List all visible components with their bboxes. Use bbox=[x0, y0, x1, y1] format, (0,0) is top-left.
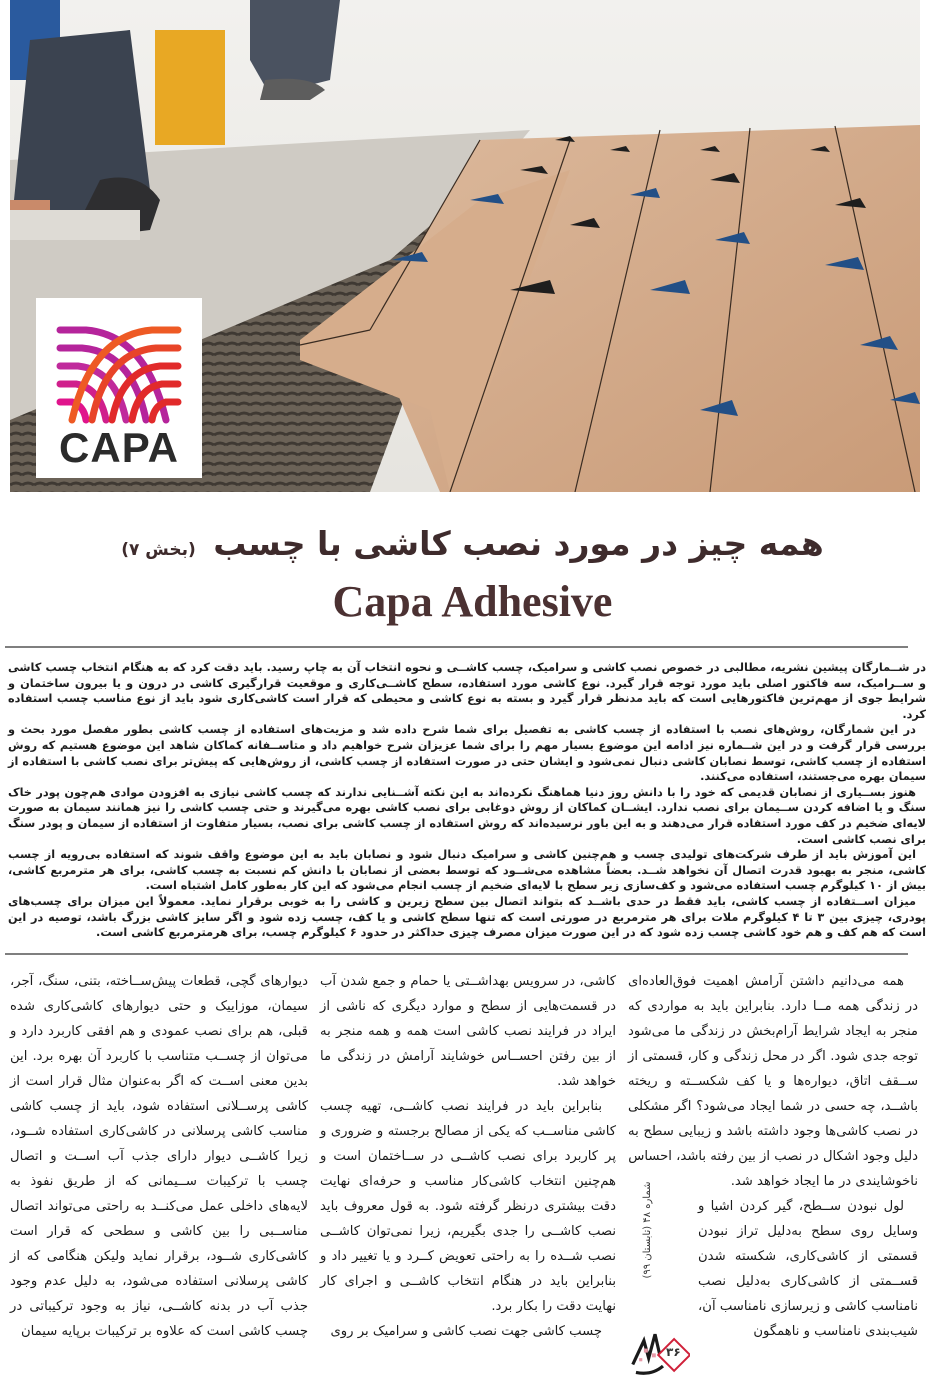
hero-section bbox=[0, 0, 945, 492]
body-paragraph: لول نبودن ســطح، گیر کردن اشیا و وسایل روی سطح به‌دلیل تراز نبودن قسمتی از کاشی‌کاری، شکسته شدن قســمتی از کاشی‌کاری به‌دلیل نصب نامناسب کاشی و زیرسازی نامناسب آن، شیب‌بندی نامناسب و ناهمگون bbox=[698, 1198, 918, 1339]
article-part-label: (بخش ۷) bbox=[121, 540, 196, 560]
column-left bbox=[10, 969, 308, 1344]
body-paragraph: چسب کاشی جهت نصب کاشی و سرامیک بر روی bbox=[330, 1323, 602, 1339]
body-paragraph-tail: ناخوشایندی در ما ایجاد خواهد شد. bbox=[730, 1173, 918, 1189]
issue-label: شماره ۴۸ (تابستان ۹۹) bbox=[642, 1181, 653, 1279]
article-subtitle-english: Capa Adhesive bbox=[332, 577, 613, 626]
column-right bbox=[628, 969, 918, 1389]
issue-gutter bbox=[628, 1169, 690, 1389]
lead-paragraph: در شــمارگان پیشین نشریه، مطالبی در خصوص نصب کاشی و سرامیک، چسب کاشــی و نحوه انتخاب آن به چاپ رسید. باید دقت کرد که به هنگام انتخاب چسب کاشی و ســرامیک، سه فاکتور اصلی باید مورد توجه قرار گیرد. نوع کاشی مورد استفاده، سطح کاشــی‌کاری و موقعیت قرارگیری کاشی در درون و یا بیرون ساختمان و شرایط جوی از مهم‌ترین فاکتورهایی است که باید مدنظر قرار گیرد و بسته به نوع کاشی و محیطی که قرار است کاشی‌کاری شود باید از نوع مناسب چسب استفاده کرد. bbox=[8, 661, 926, 721]
issue-info bbox=[638, 1169, 658, 1299]
page-number: ۳۶ bbox=[666, 1344, 681, 1359]
top-divider bbox=[5, 646, 908, 648]
body-paragraph: بنابراین باید در فرایند نصب کاشــی، تهیه چسب کاشی مناســب که یکی از مصالح برجسته و ضروری و پر کاربرد برای نصب کاشــی در ســاختمان است و هم‌چنین انتخاب کاشی‌کار مناسب و حرفه‌ای نهایت دقت بیشتری درنظر گرفته شود. به قول معروف باید نصب کاشــی را جدی بگیریم، زیرا نمی‌توان کاشــی نصب شــده را به راحتی تعویض کــرد و یا تغییر داد و بنابراین باید در هنگام انتخاب کاشــی و اجرای کار نهایت دقت را بکار برد. bbox=[320, 1098, 616, 1314]
body-columns bbox=[10, 969, 918, 1389]
capa-logo bbox=[36, 298, 202, 478]
lead-paragraph: میزان اســتفاده از چسب کاشی، باید فقط در حدی باشــد که بتواند اتصال بین سطح زیرین و کاشی را به خوبی برقرار نماید. معمولاً این میزان برای چسب‌های پودری، چیزی بین ۳ تا ۴ کیلوگرم ملات برای هر مترمربع در صورتی است که تنها سطح کاشی و یا کف، چسب زده شود و اگر سایز کاشی بزرگ باشد، توصیه در این است که هم کف و هم خود کاشی چسب زده شود که در این صورت میزان مصرف چیزی حداکثر در حدود ۶ کیلوگرم چسب، برای هرمترمربع کاشی است. bbox=[8, 894, 926, 940]
lead-section bbox=[8, 660, 926, 941]
capa-arches-icon bbox=[46, 310, 192, 425]
lead-paragraph: این آموزش باید از طرف شرکت‌های تولیدی چسب و هم‌چنین کاشی و سرامیک دنبال شود و نصابان باید به این موضوع واقف شوند که استفاده بی‌رویه از چسب کاشی، منجر به بهبود قدرت اتصال آن نخواهد شــد. بعضاً مشاهده می‌شــود که توسط بعضی از نصابان با دانش کم نسبت به چسب کاشی، برای هر مترمربع کاشی، بیش از ۱۰ کیلوگرم چسب استفاده می‌شود و کف‌سازی زیر سطح با لایه‌ای ضخیم از چسب انجام می‌شود که این کار به‌طور کامل اشتباه است. bbox=[8, 848, 926, 893]
body-paragraph: کاشی، در سرویس بهداشــتی یا حمام و جمع شدن آب در قسمت‌هایی از سطح و موارد دیگری که ناشی از ایراد در فرایند نصب کاشی است همه و همه منجر به از بین رفتن احســاس خوشایند آرامش در زندگی ما خواهد شد. bbox=[320, 973, 616, 1089]
article-title-text: همه چیز در مورد نصب کاشی با چسب bbox=[213, 524, 824, 563]
lead-paragraph: هنوز بســیاری از نصابان قدیمی که خود را با دانش روز دنیا هماهنگ نکرده‌اند به این نکته آشــنایی ندارند که چسب کاشی نیازی به افزودن موادی هم‌چون پودر خاک سنگ و یا اضافه کردن ســیمان برای نصب ندارد. ایشــان کماکان از روش دوغابی برای نصب کاشی بهره می‌گیرند و حتی چسب کاشی را نیز همانند سیمان به صورت لایه‌ای ضخیم در کف مورد استفاده قرار می‌دهند و به این باور نرسیده‌اند که روش استفاده از چسب کاشی برای نصب، بسیار متفاوت از استفاده از سیمان و پودر سنگ برای نصب کاشی است. bbox=[8, 785, 926, 846]
capa-logo-text: CAPA bbox=[59, 424, 179, 471]
body-paragraph: دیوارهای گچی، قطعات پیش‌ســاخته، بتنی، سنگ، آجر، سیمان، موزاییک و حتی دیوارهای کاشی‌کاری شده قبلی، هم برای نصب عمودی و هم افقی کاربرد دارد و می‌توان از چســب متناسب با کاربرد آن بهره برد. این بدین معنی اســت که اگر به‌عنوان مثال قرار است از کاشی پرســلانی استفاده شود، باید از چسب کاشی مناسب کاشی پرسلانی در کاشی‌کاری استفاده شــود، زیرا کاشــی دیوار دارای جذب آب اســت و اتصال چسب با ترکیبات ســیمانی که از طریق نفوذ به لایه‌های داخلی عمل می‌کنــد به راحتی می‌تواند اتصال مناســبی را بین کاشی و سطحی که قرار است کاشی‌کاری شــود، برقرار نماید ولیکن هنگامی که از کاشی پرسلانی استفاده می‌شود، به دلیل عدم وجود جذب آب در بدنه کاشــی، نیاز به وجود ترکیباتی در چسب کاشی است که علاوه بر ترکیبات برپایه سیمان bbox=[10, 973, 308, 1339]
body-paragraph: همه می‌دانیم داشتن آرامش اهمیت فوق‌العاده‌ای در زندگی همه مــا دارد. بنابراین باید به مواردی که منجر به ایجاد شرایط آرام‌بخش در زندگی ما می‌شود توجه جدی شود. اگر در محل زندگی و کار، قسمتی از ســقف اتاق، دیواره‌ها و یا کف شکســته و ریخته باشــد، چه حسی در شما ایجاد می‌شود؟ اگر مشکلی در نصب کاشی‌ها وجود داشته باشد و زیبایی سطح به دلیل وجود اشکال در نصب از بین رفته باشد، احساس bbox=[628, 973, 918, 1164]
article-title bbox=[0, 522, 945, 572]
magazine-calligraphy-logo-icon bbox=[628, 1309, 690, 1385]
body-divider bbox=[5, 953, 908, 955]
magazine-logo-badge bbox=[628, 1309, 690, 1385]
lead-paragraph: در این شمارگان، روش‌های نصب با استفاده از چسب کاشی به تفصیل برای شما شرح داده شد و مزیت‌های استفاده از چسب کاشی بطور مفصل مورد بحث و بررسی قرار گرفت و در این شــماره نیز ادامه این موضوع بسیار مهم را برای شما عزیزان شرح خواهیم داد و متاســفانه کماکان شاهد این موضوع هستیم که روش استفاده از چسب کاشی، توسط نصابان کاشی دنبال نمی‌شود و ایشان حتی در صورت استفاده از چسب کاشی، از روش‌هایی که پیش‌تر برای نصب کاشی با استفاده از سیمان بهره می‌جستند، استفاده می‌کنند. bbox=[8, 723, 926, 784]
column-middle bbox=[320, 969, 616, 1344]
bottom-spacer bbox=[0, 1389, 945, 1399]
